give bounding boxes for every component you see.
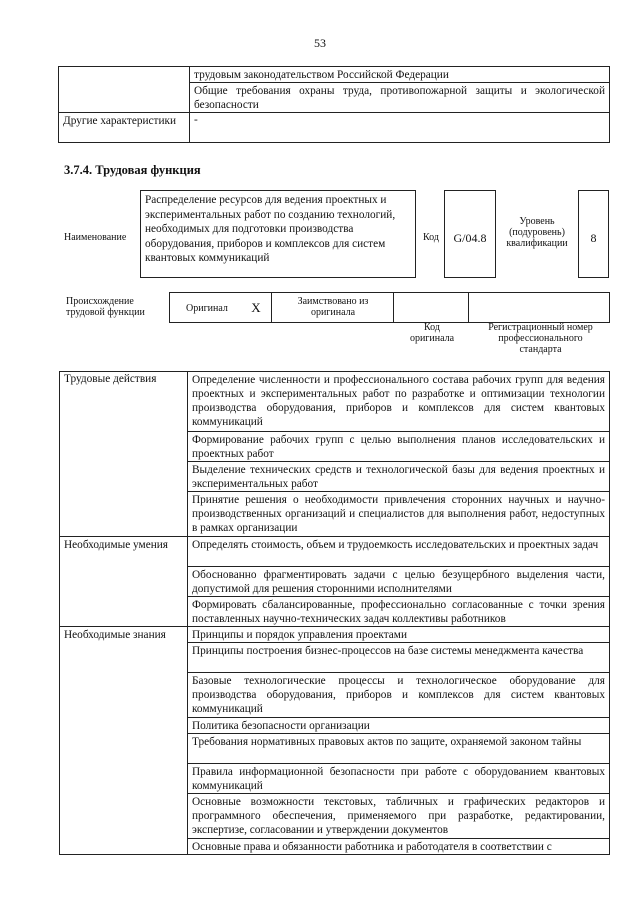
table-row: Выделение технических средств и технологической базы для ведения проектных и экспериментальных работ xyxy=(188,462,610,492)
top-table-label: Другие характеристики xyxy=(59,113,190,143)
table-row: Правила информационной безопасности при работе с оборудованием квантовых коммуникаций xyxy=(188,764,610,794)
reg-caption: Регистрационный номер профессионального стандарта xyxy=(488,322,593,355)
code-caption: Код оригинала xyxy=(409,322,455,344)
table-row: Базовые технологические процессы и технологическое оборудование для производства оборудования, приборов и комплексов для систем квантовых коммуникаций xyxy=(188,673,610,718)
top-table xyxy=(58,66,610,143)
origin-label: Происхождение трудовой функции xyxy=(66,296,145,318)
section-label: Необходимые умения xyxy=(60,537,188,627)
table-row: Определять стоимость, объем и трудоемкость исследовательских и проектных задач xyxy=(188,537,610,567)
top-table-cell: - xyxy=(190,113,610,143)
code-value: G/04.8 xyxy=(444,190,496,278)
code-label: Код xyxy=(423,232,439,243)
level-value: 8 xyxy=(578,190,609,278)
top-table-label-empty xyxy=(59,67,190,113)
origin-box xyxy=(169,292,610,323)
table-row: Принципы построения бизнес-процессов на базе системы менеджмента качества xyxy=(188,643,610,673)
table-row: Определение численности и профессионального состава рабочих групп для ведения проектных и экспериментальных работ по разработке и оптимизации технологии производства оборудования, приборов и комплексов для систем квантовых коммуникаций xyxy=(188,372,610,432)
table-row: Формировать сбалансированные, профессионально согласованные с точки зрения поставленных научно-технических задач коллективы работников xyxy=(188,597,610,627)
original-code-cell xyxy=(393,293,469,323)
table-row: Основные права и обязанности работника и работодателя в соответствии с xyxy=(188,839,610,855)
name-label: Наименование xyxy=(64,232,127,243)
table-row: Требования нормативных правовых актов по защите, охраняемой законом тайны xyxy=(188,734,610,764)
page-number: 53 xyxy=(314,36,326,50)
table-row: Принятие решения о необходимости привлечения сторонних научных и научно-производственных организаций и специалистов для выполнения работ, недоступных в рамках организации xyxy=(188,492,610,537)
section-title: 3.7.4. Трудовая функция xyxy=(64,163,201,177)
original-label: Оригинал xyxy=(186,303,228,314)
borrowed-label: Заимствовано из оригинала xyxy=(297,296,369,318)
table-row: Формирование рабочих групп с целью выполнения планов исследовательских и проектных работ xyxy=(188,432,610,462)
table-row: Политика безопасности организации xyxy=(188,718,610,734)
original-mark: X xyxy=(241,293,272,323)
table-row: Обоснованно фрагментировать задачи с целью безущербного выделения части, допустимой для решения сторонними исполнителями xyxy=(188,567,610,597)
main-table xyxy=(59,371,610,855)
top-table-cell: Общие требования охраны труда, противопожарной защиты и экологической безопасности xyxy=(190,83,610,113)
table-row: Принципы и порядок управления проектами xyxy=(188,627,610,643)
top-table-cell: трудовым законодательством Российской Федерации xyxy=(190,67,610,83)
function-name: Распределение ресурсов для ведения проектных и экспериментальных работ по созданию технологий, необходимых для подготовки производства оборудования, приборов и комплексов для систем квантовых коммуникаций xyxy=(140,190,416,278)
level-label: Уровень (подуровень) квалификации xyxy=(506,216,568,249)
section-label: Необходимые знания xyxy=(60,627,188,855)
table-row: Основные возможности текстовых, табличных и графических редакторов и программного обеспечения, применяемого при разработке, редактировании, экспертизе, согласовании и утверждении документов xyxy=(188,794,610,839)
section-label: Трудовые действия xyxy=(60,372,188,537)
